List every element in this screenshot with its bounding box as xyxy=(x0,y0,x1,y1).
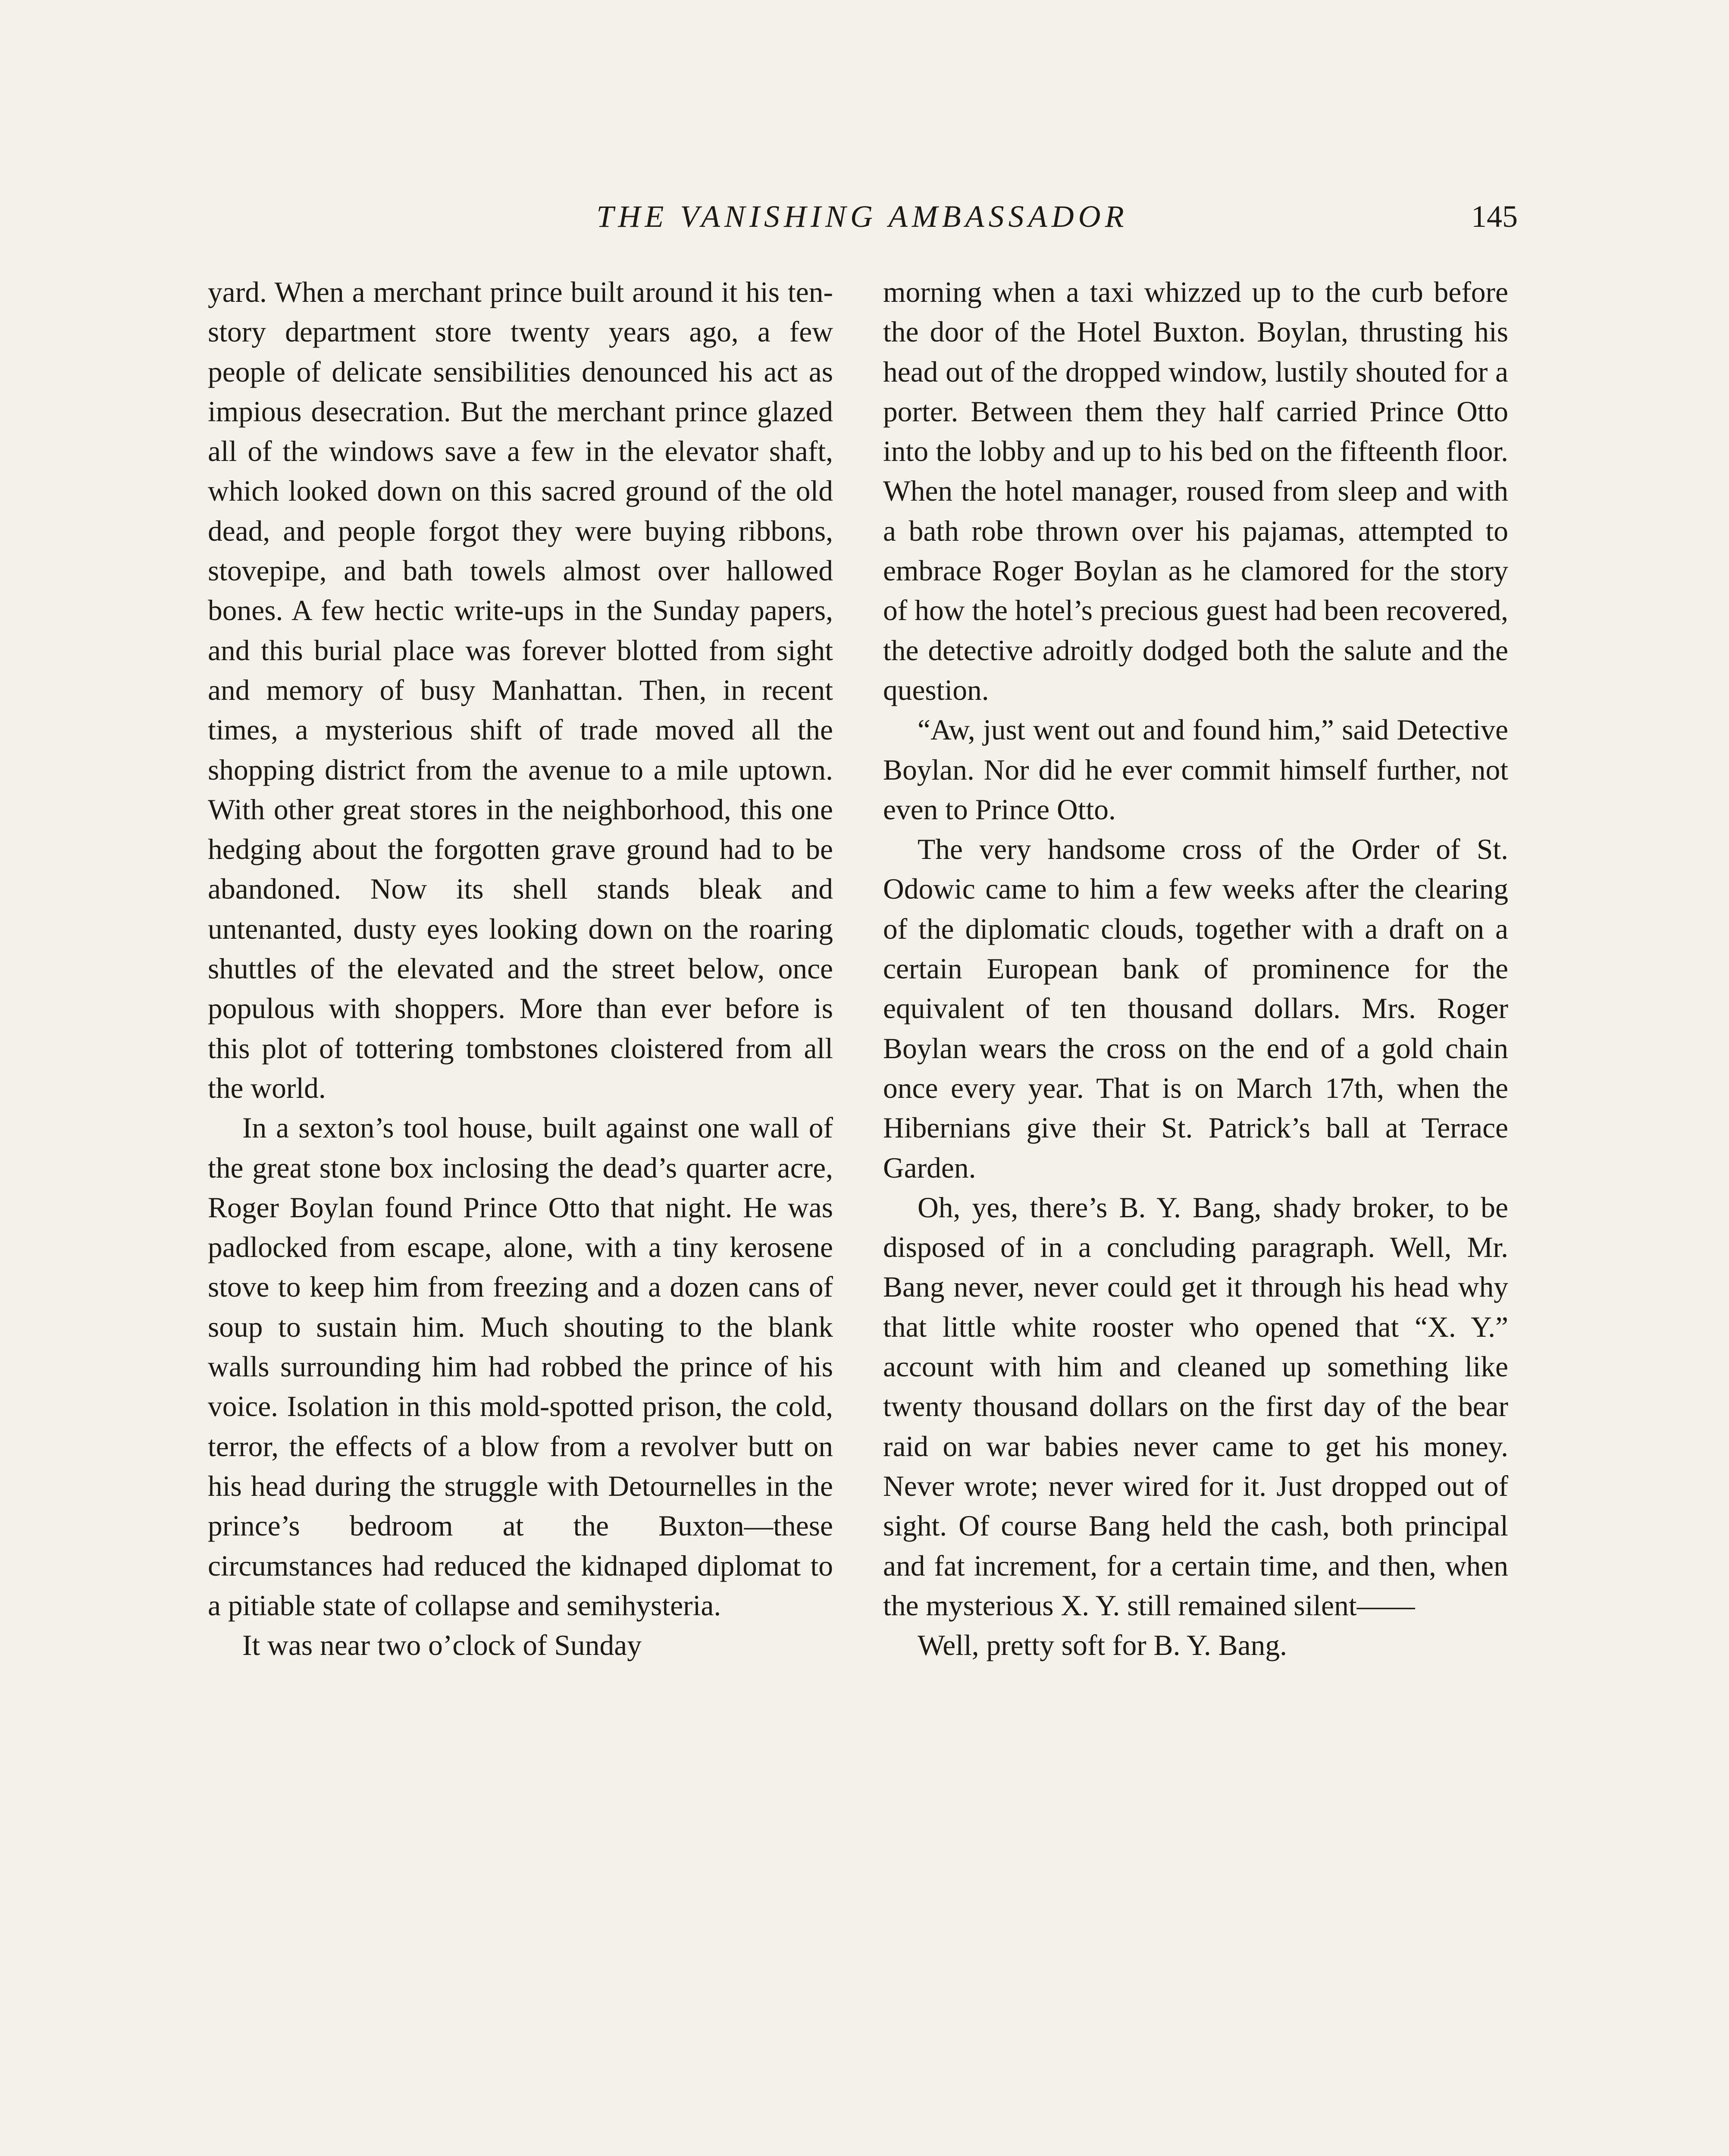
running-title: THE VANISHING AMBASSADOR xyxy=(596,199,1128,234)
paragraph: “Aw, just went out and found him,” said Detective Boylan. Nor did he ever commit himself further, not even to Prince Otto. xyxy=(883,714,1508,826)
paragraph: Well, pretty soft for B. Y. Bang. xyxy=(918,1629,1287,1662)
paragraph: Oh, yes, there’s B. Y. Bang, shady broker, to be disposed of in a concluding paragraph. Well, Mr. Bang never, never could get it through his head why that little white rooster who opened that “X. Y.” account with him and cleaned up something like twenty thousand dollars on the first day of the bear raid on war babies never came to get his money. Never wrote; never wired for it. Just dropped out of sight. Of course Bang held the cash, both principal and fat increment, for a certain time, and then, when the mysterious X. Y. still remained silent—— xyxy=(883,1191,1508,1622)
left-column xyxy=(208,273,833,1665)
right-column xyxy=(883,273,1508,1665)
paragraph: yard. When a merchant prince built around it his ten-story department store twenty years ago, a few people of delicate sensibilities denounced his act as impious desecration. But the merchant prince glazed all of the windows save a few in the elevator shaft, which looked down on this sacred ground of the old dead, and people forgot they were buying ribbons, stovepipe, and bath towels almost over hallowed bones. A few hectic write-ups in the Sunday papers, and this burial place was forever blotted from sight and memory of busy Manhattan. Then, in recent times, a mysterious shift of trade moved all the shopping district from the avenue to a mile uptown. With other great stores in the neighborhood, this one hedging about the forgotten grave ground had to be abandoned. Now its shell stands bleak and untenanted, dusty eyes looking down on the roaring shuttles of the elevated and the street below, once populous with shoppers. More than ever before is this plot of tottering tombstones cloistered from all the world. xyxy=(208,276,833,1104)
running-head xyxy=(207,195,1518,255)
page-number: 145 xyxy=(1471,199,1518,234)
paragraph: It was near two o’clock of Sunday xyxy=(242,1629,642,1662)
paragraph: In a sexton’s tool house, built against one wall of the great stone box inclosing the dead’s quarter acre, Roger Boylan found Prince Otto that night. He was padlocked from escape, alone, with a tiny kerosene stove to keep him from freezing and a dozen cans of soup to sustain him. Much shouting to the blank walls surrounding him had robbed the prince of his voice. Isolation in this mold-spotted prison, the cold, terror, the effects of a blow from a revolver butt on his head during the struggle with Detournelles in the prince’s bedroom at the Buxton—these circumstances had reduced the kidnaped diplomat to a pitiable state of collapse and semihysteria. xyxy=(208,1112,833,1622)
paragraph: morning when a taxi whizzed up to the curb before the door of the Hotel Buxton. Boylan, thrusting his head out of the dropped window, lustily shouted for a porter. Between them they half carried Prince Otto into the lobby and up to his bed on the fifteenth floor. When the hotel manager, roused from sleep and with a bath robe thrown over his pajamas, attempted to embrace Roger Boylan as he clamored for the story of how the hotel’s precious guest had been recovered, the detective adroitly dodged both the salute and the question. xyxy=(883,276,1508,706)
paragraph: The very handsome cross of the Order of St. Odowic came to him a few weeks after the clearing of the diplomatic clouds, together with a draft on a certain European bank of prominence for the equivalent of ten thousand dollars. Mrs. Roger Boylan wears the cross on the end of a gold chain once every year. That is on March 17th, when the Hibernians give their St. Patrick’s ball at Terrace Garden. xyxy=(883,833,1508,1184)
